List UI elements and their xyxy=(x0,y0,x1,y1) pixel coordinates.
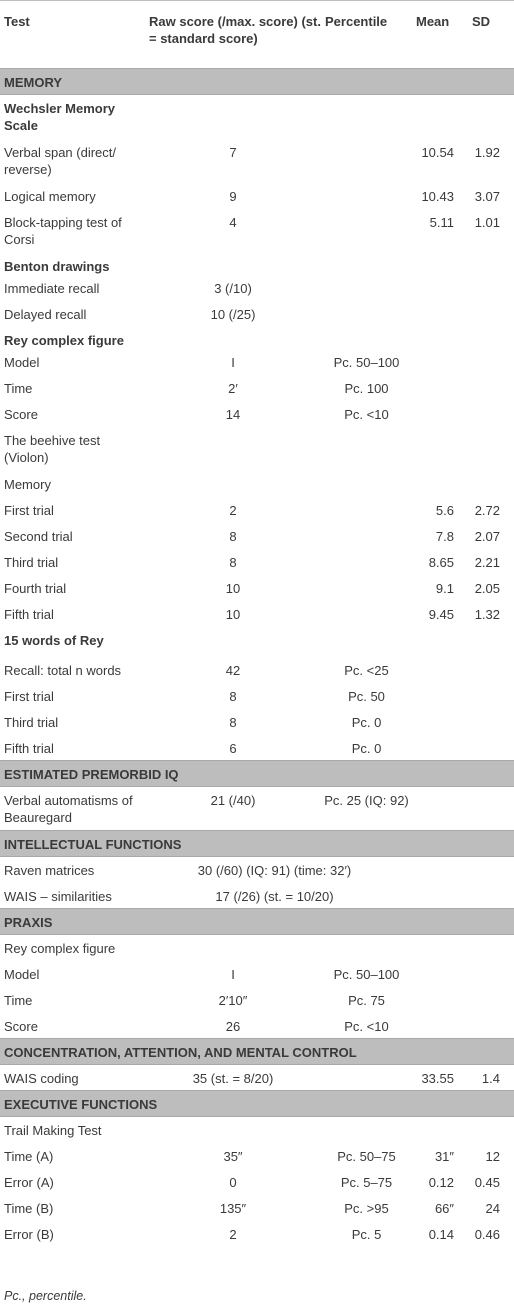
cell-percentile: Pc. 50–75 xyxy=(337,1148,396,1164)
table-row xyxy=(0,935,514,961)
cell-raw-score xyxy=(145,1117,321,1143)
cell-percentile xyxy=(321,183,412,209)
cell-raw-score: 2 xyxy=(229,1226,237,1242)
cell-percentile xyxy=(321,523,412,549)
table-row xyxy=(0,735,514,761)
cell-sd xyxy=(468,275,514,301)
cell-mean: 7.8 xyxy=(435,528,454,544)
cell-test: Score xyxy=(4,406,38,422)
cell-percentile: Pc. 5 xyxy=(351,1226,382,1242)
cell-raw-score: 10 xyxy=(225,580,241,596)
group-header-row xyxy=(0,95,514,139)
cell-percentile: Pc. 5–75 xyxy=(340,1174,393,1190)
cell-test: Recall: total n words xyxy=(4,662,122,678)
section-label: EXECUTIVE FUNCTIONS xyxy=(0,1091,514,1117)
cell-sd xyxy=(468,987,514,1013)
cell-sd xyxy=(468,427,514,471)
cell-raw-score: 2′10″ xyxy=(218,992,248,1008)
section-header-row xyxy=(0,1091,514,1117)
section-header-row xyxy=(0,831,514,857)
cell-test: Raven matrices xyxy=(4,863,95,878)
cell-mean: 66″ xyxy=(434,1200,454,1216)
header-row xyxy=(0,1,514,69)
header-raw-score: Raw score (/max. score) (st. = standard score) xyxy=(149,14,321,46)
cell-percentile: Pc. 50–100 xyxy=(333,354,400,370)
header-test: Test xyxy=(4,14,30,29)
cell-mean xyxy=(412,709,468,735)
cell-test: Model xyxy=(4,966,40,982)
cell-raw-score: 8 xyxy=(229,688,237,704)
header-mean: Mean xyxy=(416,14,450,29)
cell-raw-score xyxy=(145,471,321,497)
cell-sd xyxy=(468,301,514,327)
cell-test: Score xyxy=(4,1018,38,1034)
table-row xyxy=(0,549,514,575)
cell-percentile: Pc. 50–100 xyxy=(333,966,400,982)
cell-test: Time (A) xyxy=(4,1148,54,1164)
cell-sd: 1.4 xyxy=(481,1071,500,1086)
cell-raw-score: 2 xyxy=(229,502,237,518)
cell-raw-score xyxy=(145,935,321,961)
cell-raw-score: 35 (st. = 8/20) xyxy=(192,1071,274,1086)
cell-mean: 10.43 xyxy=(421,188,454,204)
cell-sd: 2.07 xyxy=(474,528,500,544)
cell-percentile xyxy=(321,549,412,575)
section-label: CONCENTRATION, ATTENTION, AND MENTAL CONTROL xyxy=(0,1039,514,1065)
cell-sd: 1.32 xyxy=(474,606,500,622)
cell-test: Model xyxy=(4,354,40,370)
cell-percentile xyxy=(321,575,412,601)
cell-sd xyxy=(468,683,514,709)
cell-raw-score: 2′ xyxy=(228,380,238,396)
cell-raw-score: 14 xyxy=(225,406,241,422)
table-row xyxy=(0,1117,514,1143)
section-header-row xyxy=(0,1039,514,1065)
cell-mean xyxy=(412,787,468,831)
cell-sd xyxy=(468,657,514,683)
header-percentile: Percentile xyxy=(325,14,388,29)
cell-raw-score: 7 xyxy=(229,144,237,160)
cell-percentile xyxy=(321,1065,412,1091)
cell-test: Fourth trial xyxy=(4,580,67,596)
cell-percentile: Pc. 0 xyxy=(351,740,382,756)
cell-test: Time (B) xyxy=(4,1200,54,1216)
cell-test: Memory xyxy=(4,476,51,492)
cell-test: Rey complex figure xyxy=(4,941,116,956)
cell-mean xyxy=(412,375,468,401)
cell-sd: 24 xyxy=(485,1200,500,1216)
table-row xyxy=(0,523,514,549)
group-empty-cell xyxy=(145,627,514,657)
group-header-row xyxy=(0,253,514,275)
table-row xyxy=(0,349,514,375)
cell-sd xyxy=(468,1117,514,1143)
cell-percentile: Pc. >95 xyxy=(344,1200,389,1216)
cell-sd xyxy=(468,401,514,427)
group-label: Rey complex figure xyxy=(4,332,124,348)
section-label: PRAXIS xyxy=(0,909,514,935)
cell-sd xyxy=(468,1013,514,1039)
table-row xyxy=(0,375,514,401)
cell-mean xyxy=(412,427,468,471)
cell-sd: 0.45 xyxy=(474,1174,500,1190)
cell-sd xyxy=(468,961,514,987)
cell-raw-score: 35″ xyxy=(223,1148,243,1164)
cell-percentile: Pc. 25 (IQ: 92) xyxy=(324,793,409,808)
cell-test: First trial xyxy=(4,688,54,704)
cell-test: Delayed recall xyxy=(4,306,87,322)
table-row xyxy=(0,209,514,253)
cell-percentile xyxy=(321,209,412,253)
cell-raw-score: 0 xyxy=(229,1174,237,1190)
table-row xyxy=(0,183,514,209)
cell-mean xyxy=(412,735,468,761)
cell-mean xyxy=(412,1013,468,1039)
cell-test: Fifth trial xyxy=(4,740,54,756)
cell-test: Block-tapping test of Corsi xyxy=(4,214,122,247)
cell-sd: 1.01 xyxy=(474,214,500,230)
cell-raw-score: 6 xyxy=(229,740,237,756)
cell-test: Verbal automatisms of Beauregard xyxy=(4,793,133,825)
cell-mean xyxy=(412,349,468,375)
cell-mean xyxy=(412,301,468,327)
table-row xyxy=(0,601,514,627)
cell-sd xyxy=(468,349,514,375)
cell-mean: 0.12 xyxy=(428,1174,454,1190)
table-row xyxy=(0,683,514,709)
cell-percentile: Pc. <25 xyxy=(344,662,389,678)
cell-percentile xyxy=(321,601,412,627)
cell-percentile xyxy=(321,935,412,961)
group-label: Benton drawings xyxy=(4,258,110,274)
cell-sd: 3.07 xyxy=(474,188,500,204)
cell-test: Verbal span (direct/ reverse) xyxy=(4,144,117,177)
cell-test: Error (A) xyxy=(4,1174,54,1190)
cell-sd: 0.46 xyxy=(474,1226,500,1242)
cell-raw-score: I xyxy=(231,966,235,982)
cell-mean: 0.14 xyxy=(428,1226,454,1242)
section-label: INTELLECTUAL FUNCTIONS xyxy=(0,831,514,857)
group-label: Wechsler Memory Scale xyxy=(4,101,116,133)
table-row xyxy=(0,1065,514,1091)
table-footnote: Pc., percentile. xyxy=(4,1289,87,1303)
group-label: 15 words of Rey xyxy=(4,632,104,648)
cell-sd xyxy=(468,709,514,735)
table-row xyxy=(0,1013,514,1039)
cell-mean: 8.65 xyxy=(428,554,454,570)
cell-test: Fifth trial xyxy=(4,606,54,622)
cell-mean: 9.1 xyxy=(435,580,454,596)
header-sd: SD xyxy=(472,14,491,29)
cell-raw-score: 4 xyxy=(229,214,237,230)
cell-mean: 31″ xyxy=(434,1148,454,1164)
cell-sd: 1.92 xyxy=(474,144,500,160)
cell-percentile: Pc. 0 xyxy=(351,714,382,730)
cell-test: Second trial xyxy=(4,528,73,544)
cell-test: First trial xyxy=(4,502,54,518)
section-label: MEMORY xyxy=(0,69,514,95)
cell-test: Trail Making Test xyxy=(4,1123,102,1138)
cell-mean: 9.45 xyxy=(428,606,454,622)
cell-mean: 33.55 xyxy=(421,1071,454,1086)
group-empty-cell xyxy=(145,327,514,349)
cell-test: Time xyxy=(4,380,33,396)
cell-test: Third trial xyxy=(4,554,59,570)
cell-raw-score xyxy=(145,427,321,471)
cell-mean xyxy=(412,987,468,1013)
cell-mean xyxy=(412,961,468,987)
table-row xyxy=(0,301,514,327)
table-row xyxy=(0,657,514,683)
cell-mean xyxy=(412,471,468,497)
cell-test: Third trial xyxy=(4,714,59,730)
cell-mean: 10.54 xyxy=(421,144,454,160)
table-row xyxy=(0,1195,514,1221)
cell-test: The beehive test (Violon) xyxy=(4,432,101,465)
cell-percentile: Pc. <10 xyxy=(344,406,389,422)
cell-sd xyxy=(468,935,514,961)
section-label: ESTIMATED PREMORBID IQ xyxy=(0,761,514,787)
cell-percentile xyxy=(321,497,412,523)
cell-sd: 12 xyxy=(485,1148,500,1164)
cell-raw-score: 135″ xyxy=(219,1200,247,1216)
cell-test: Logical memory xyxy=(4,188,96,204)
cell-mean xyxy=(412,657,468,683)
cell-raw-score: 8 xyxy=(229,554,237,570)
section-header-row xyxy=(0,69,514,95)
cell-mean xyxy=(412,683,468,709)
cell-percentile xyxy=(321,275,412,301)
table-row xyxy=(0,1143,514,1169)
group-empty-cell xyxy=(145,253,514,275)
cell-raw-score: 8 xyxy=(229,528,237,544)
group-header-row xyxy=(0,627,514,657)
table-row xyxy=(0,987,514,1013)
cell-raw-score: 42 xyxy=(225,662,241,678)
cell-percentile xyxy=(321,139,412,183)
cell-raw-score: 9 xyxy=(229,188,237,204)
cell-mean: 5.6 xyxy=(435,502,454,518)
group-header-row xyxy=(0,327,514,349)
table-row xyxy=(0,471,514,497)
cell-mean xyxy=(412,935,468,961)
cell-sd xyxy=(468,471,514,497)
table-row xyxy=(0,401,514,427)
cell-raw-score: 17 (/26) (st. = 10/20) xyxy=(215,888,334,904)
cell-percentile xyxy=(321,301,412,327)
cell-mean xyxy=(412,1117,468,1143)
cell-percentile: Pc. 50 xyxy=(348,688,385,704)
cell-percentile xyxy=(321,1117,412,1143)
cell-percentile: Pc. <10 xyxy=(344,1018,389,1034)
cell-test: Time xyxy=(4,992,33,1008)
table-row xyxy=(0,787,514,831)
table-row xyxy=(0,1169,514,1195)
section-header-row xyxy=(0,909,514,935)
cell-test: WAIS coding xyxy=(4,1071,79,1086)
table-row xyxy=(0,497,514,523)
cell-test: Error (B) xyxy=(4,1226,54,1242)
cell-test: WAIS – similarities xyxy=(4,888,112,904)
group-empty-cell xyxy=(145,95,514,139)
cell-raw-score: 21 (/40) xyxy=(210,793,256,808)
table-row xyxy=(0,883,514,909)
cell-sd: 2.05 xyxy=(474,580,500,596)
cell-sd xyxy=(468,787,514,831)
cell-sd: 2.72 xyxy=(474,502,500,518)
cell-mean xyxy=(412,275,468,301)
table-row xyxy=(0,1221,514,1247)
cell-raw-score: 10 xyxy=(225,606,241,622)
cell-raw-score: 26 xyxy=(225,1018,241,1034)
cell-sd xyxy=(468,735,514,761)
cell-raw-score: I xyxy=(231,354,235,370)
table-row xyxy=(0,139,514,183)
cell-sd: 2.21 xyxy=(474,554,500,570)
section-header-row xyxy=(0,761,514,787)
table-body xyxy=(0,69,514,1247)
table-row xyxy=(0,275,514,301)
cell-sd xyxy=(468,375,514,401)
table-row xyxy=(0,709,514,735)
table-row xyxy=(0,575,514,601)
cell-raw-score: 10 (/25) xyxy=(210,306,256,322)
table-row xyxy=(0,857,514,883)
table-row xyxy=(0,427,514,471)
cell-mean: 5.11 xyxy=(429,214,454,230)
cell-percentile: Pc. 100 xyxy=(344,380,389,396)
cell-mean xyxy=(412,401,468,427)
cell-raw-score: 8 xyxy=(229,714,237,730)
cell-raw-score: 30 (/60) (IQ: 91) (time: 32′) xyxy=(197,863,352,878)
cell-percentile: Pc. 75 xyxy=(348,992,385,1008)
cell-percentile xyxy=(321,471,412,497)
cell-raw-score: 3 (/10) xyxy=(214,280,252,296)
cell-test: Immediate recall xyxy=(4,280,100,296)
cell-percentile xyxy=(321,427,412,471)
table-row xyxy=(0,961,514,987)
